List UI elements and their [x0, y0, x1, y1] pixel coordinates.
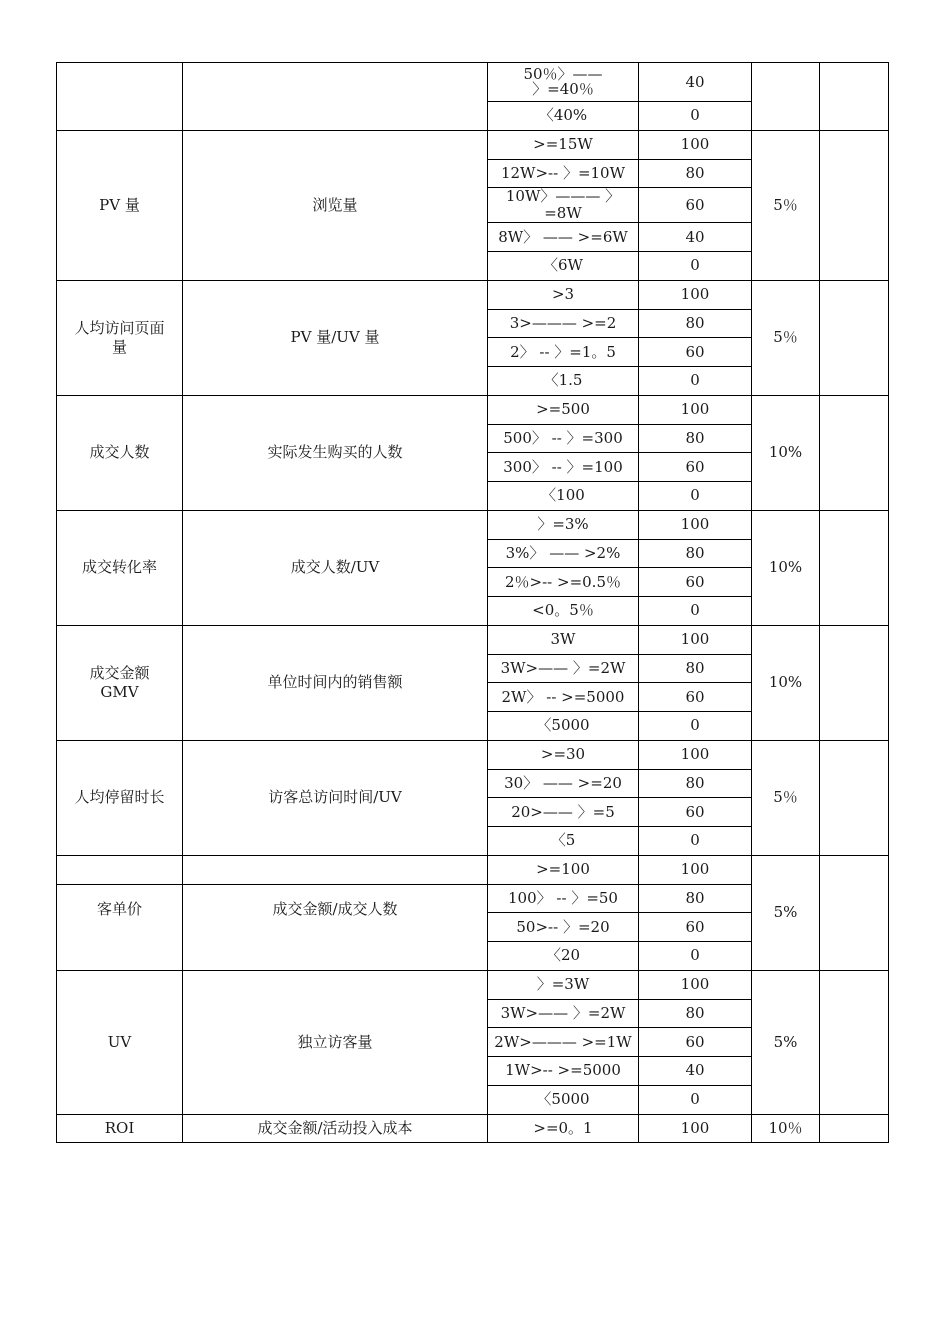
range-cell: 2％>-- >=0.5％ [488, 568, 639, 597]
range-cell: 2W〉 -- >=5000 [488, 683, 639, 712]
range-cell: 500〉 -- 〉=300 [488, 424, 639, 453]
range-cell: 300〉 -- 〉=100 [488, 453, 639, 482]
score-cell: 0 [639, 252, 752, 281]
metric-cell [57, 280, 183, 395]
score-cell: 60 [639, 913, 752, 942]
definition-cell: 访客总访问时间/UV [183, 740, 488, 855]
range-cell [488, 63, 639, 102]
table-row [57, 130, 889, 159]
table-row [57, 625, 889, 654]
range-cell: 2〉 -- 〉=1。5 [488, 338, 639, 367]
score-cell: 100 [639, 130, 752, 159]
range-cell: 2W>——— >=1W [488, 1028, 639, 1057]
table-row [57, 855, 889, 884]
range-cell: 〈5000 [488, 712, 639, 741]
definition-cell: 独立访客量 [183, 970, 488, 1114]
blank-cell [820, 1114, 889, 1143]
definition-cell [183, 63, 488, 131]
metric-cell: ROI [57, 1114, 183, 1143]
score-cell: 40 [639, 63, 752, 102]
score-cell: 0 [639, 827, 752, 856]
range-cell: >=0。1 [488, 1114, 639, 1143]
range-cell: 〈5000 [488, 1085, 639, 1114]
range-cell: 3%〉 —— >2% [488, 539, 639, 568]
score-cell: 0 [639, 712, 752, 741]
metric-text: 成交金额 GMV [89, 663, 150, 701]
score-cell: 100 [639, 1114, 752, 1143]
weight-cell: 5％ [752, 130, 820, 280]
range-cell: 30〉 —— >=20 [488, 769, 639, 798]
score-cell: 60 [639, 188, 752, 223]
score-cell: 40 [639, 1057, 752, 1086]
score-cell: 100 [639, 970, 752, 999]
metric-cell [57, 740, 183, 855]
range-cell: >=100 [488, 855, 639, 884]
score-cell: 80 [639, 309, 752, 338]
score-cell: 40 [639, 223, 752, 252]
metric-cell: UV [57, 970, 183, 1114]
blank-cell [183, 855, 488, 884]
score-cell: 100 [639, 740, 752, 769]
score-cell: 100 [639, 625, 752, 654]
range-cell: 12W>-- 〉=10W [488, 159, 639, 188]
kpi-scoring-table [56, 62, 889, 1143]
range-cell: 〈40% [488, 102, 639, 131]
range-cell: 3W>—— 〉=2W [488, 654, 639, 683]
range-cell: 3W [488, 625, 639, 654]
range-cell: <0。5％ [488, 597, 639, 626]
score-cell: 0 [639, 367, 752, 396]
definition-cell: 成交人数/UV [183, 510, 488, 625]
blank-cell [820, 130, 889, 280]
metric-cell [57, 63, 183, 131]
score-cell: 60 [639, 1028, 752, 1057]
score-cell: 80 [639, 884, 752, 913]
metric-cell: 成交转化率 [57, 510, 183, 625]
metric-cell: 成交人数 [57, 395, 183, 510]
score-cell: 0 [639, 102, 752, 131]
definition-cell: 浏览量 [183, 130, 488, 280]
blank-cell [820, 63, 889, 131]
weight-cell: 5％ [752, 280, 820, 395]
range-cell: >=15W [488, 130, 639, 159]
score-cell: 60 [639, 453, 752, 482]
definition-cell: 实际发生购买的人数 [183, 395, 488, 510]
blank-cell [820, 280, 889, 395]
range-cell: 50>-- 〉=20 [488, 913, 639, 942]
range-cell: 100〉 -- 〉=50 [488, 884, 639, 913]
score-cell: 80 [639, 424, 752, 453]
blank-cell [820, 395, 889, 510]
score-cell: 80 [639, 999, 752, 1028]
weight-cell: 10% [752, 625, 820, 740]
range-cell: 10W〉——— 〉=8W [488, 188, 639, 223]
weight-cell: 10% [752, 395, 820, 510]
table-row [57, 740, 889, 769]
score-cell: 100 [639, 855, 752, 884]
range-cell: 3>——— >=2 [488, 309, 639, 338]
definition-cell: 成交金额/成交人数 [183, 884, 488, 970]
score-cell: 80 [639, 654, 752, 683]
score-cell: 0 [639, 597, 752, 626]
table-row [57, 1114, 889, 1143]
blank-cell [820, 740, 889, 855]
table-row [57, 395, 889, 424]
definition-cell: PV 量/UV 量 [183, 280, 488, 395]
range-cell: 〉=3% [488, 510, 639, 539]
table-row [57, 510, 889, 539]
blank-cell [820, 855, 889, 970]
score-cell: 60 [639, 568, 752, 597]
weight-cell: 5% [752, 970, 820, 1114]
score-cell: 100 [639, 395, 752, 424]
range-cell: >3 [488, 280, 639, 309]
range-cell: 〉=3W [488, 970, 639, 999]
weight-cell: 10％ [752, 1114, 820, 1143]
range-text: 50％〉—— 〉=40％ [523, 65, 603, 98]
weight-cell: 5% [752, 855, 820, 970]
weight-cell [752, 63, 820, 131]
score-cell: 60 [639, 798, 752, 827]
score-cell: 60 [639, 338, 752, 367]
score-cell: 100 [639, 510, 752, 539]
definition-cell: 单位时间内的销售额 [183, 625, 488, 740]
range-cell: 〈6W [488, 252, 639, 281]
metric-cell: PV 量 [57, 130, 183, 280]
range-cell: 1W>-- >=5000 [488, 1057, 639, 1086]
range-cell: 〈1.5 [488, 367, 639, 396]
blank-cell [57, 855, 183, 884]
score-cell: 0 [639, 1085, 752, 1114]
metric-cell [57, 625, 183, 740]
score-cell: 100 [639, 280, 752, 309]
range-cell: 〈5 [488, 827, 639, 856]
blank-cell [820, 510, 889, 625]
score-cell: 80 [639, 539, 752, 568]
score-cell: 80 [639, 769, 752, 798]
range-cell: 〈100 [488, 482, 639, 511]
metric-cell: 客单价 [57, 884, 183, 970]
definition-cell: 成交金额/活动投入成本 [183, 1114, 488, 1143]
weight-cell: 5％ [752, 740, 820, 855]
weight-cell: 10% [752, 510, 820, 625]
score-cell: 0 [639, 482, 752, 511]
metric-text: 人均访问页面量 [74, 318, 165, 356]
blank-cell [820, 970, 889, 1114]
range-cell: 〈20 [488, 942, 639, 971]
score-cell: 60 [639, 683, 752, 712]
blank-cell [820, 625, 889, 740]
table-row [57, 63, 889, 102]
range-cell: 3W>—— 〉=2W [488, 999, 639, 1028]
range-cell: >=500 [488, 395, 639, 424]
metric-text: 人均停留时长 [74, 788, 165, 807]
score-cell: 80 [639, 159, 752, 188]
table-row [57, 280, 889, 309]
score-cell: 0 [639, 942, 752, 971]
range-cell: 8W〉 —— >=6W [488, 223, 639, 252]
range-cell: 20>—— 〉=5 [488, 798, 639, 827]
range-cell: >=30 [488, 740, 639, 769]
table-row [57, 970, 889, 999]
